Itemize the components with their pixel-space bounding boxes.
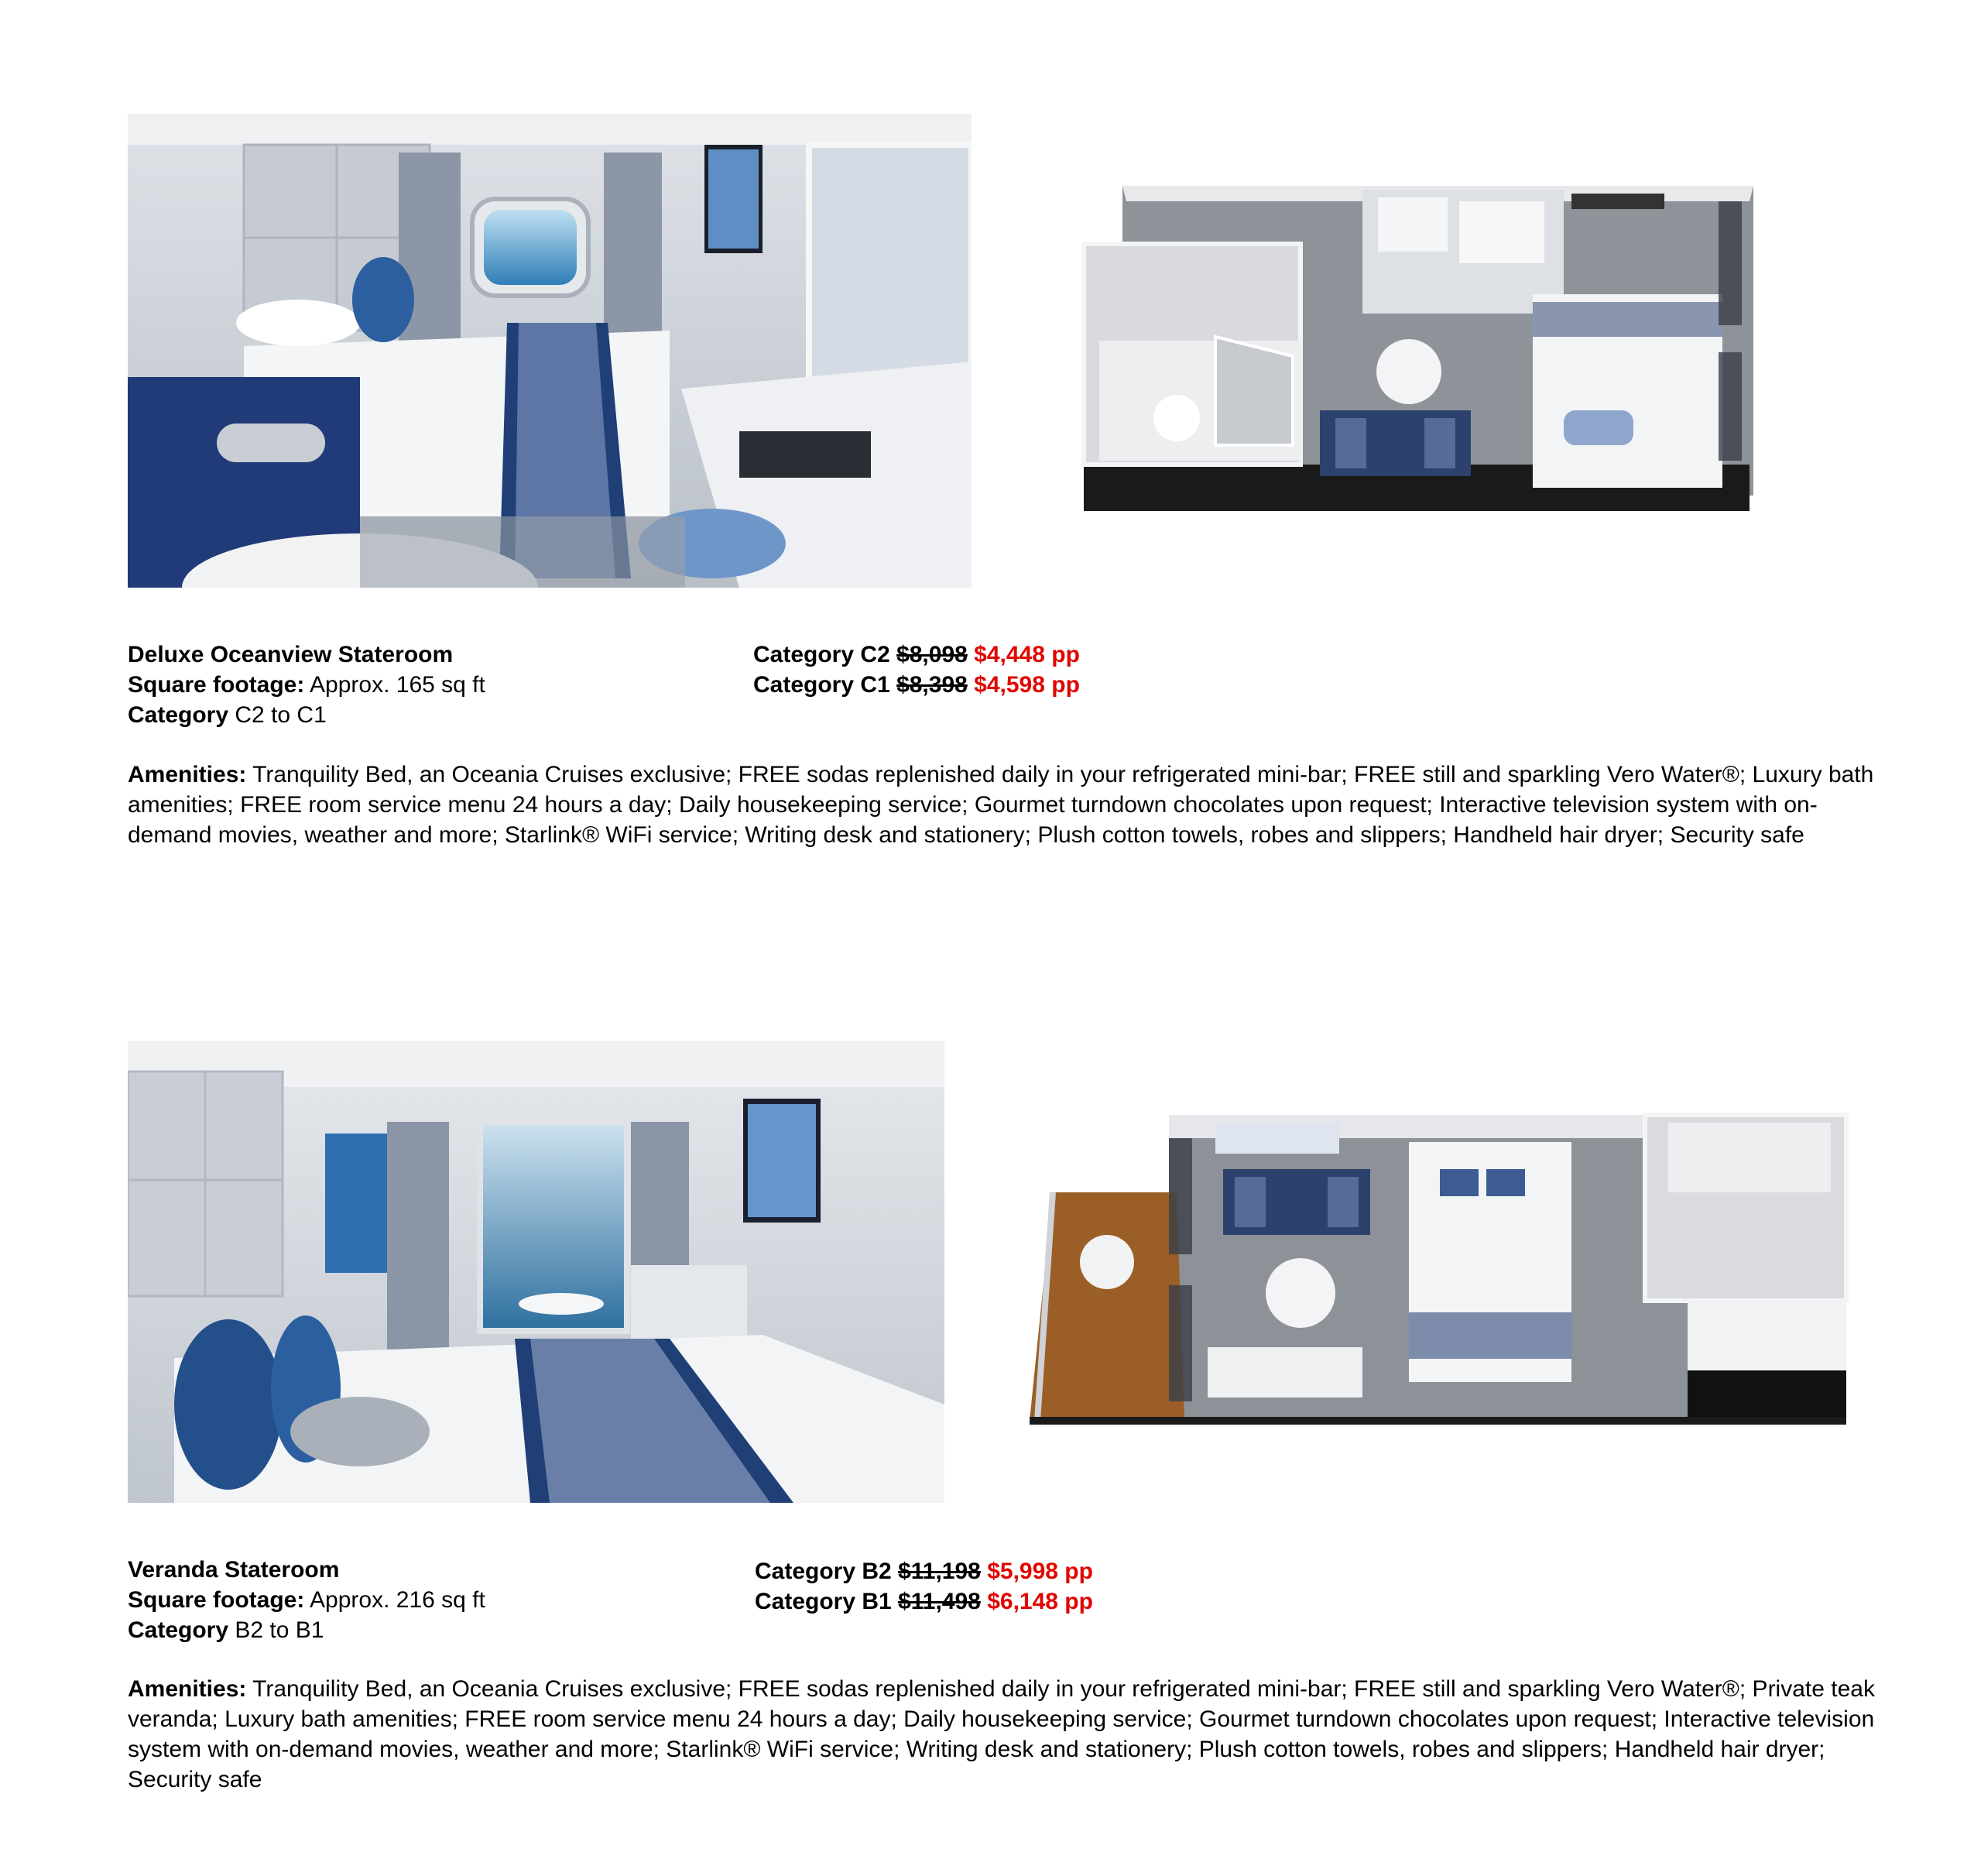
price-row: Category B1 $11,498 $6,148 pp [755, 1589, 1093, 1614]
sale-price: $4,448 pp [974, 642, 1080, 667]
sale-price: $6,148 pp [987, 1589, 1093, 1614]
price-row: Category B2 $11,198 $5,998 pp [755, 1559, 1093, 1584]
original-price: $8,398 [896, 672, 968, 698]
room-title: Deluxe Oceanview Stateroom [128, 642, 454, 667]
oceanview-floor-plan [1068, 178, 1827, 573]
room-title: Veranda Stateroom [128, 1557, 340, 1583]
original-price: $8,098 [896, 642, 968, 667]
square-footage: Square footage: Approx. 165 sq ft [128, 672, 485, 698]
square-footage: Square footage: Approx. 216 sq ft [128, 1587, 485, 1613]
veranda-info [128, 1555, 485, 1645]
oceanview-amenities: Amenities: Tranquility Bed, an Oceania Cruises exclusive; FREE sodas replenished daily in your refrigerated mini-bar; FREE still and sparkling Vero Water®; Luxury bath amenities; FREE room service menu 24 hours a day; Daily housekeeping service; Gourmet turndown chocolates upon request; Interactive television system with on-demand movies, weather and more; Starlink® WiFi service; Writing desk and stationery; Plush cotton towels, robes and slippers; Handheld hair dryer; Security safe [128, 762, 1874, 848]
veranda-floor-plan [1022, 1107, 1881, 1440]
sale-price: $5,998 pp [987, 1559, 1093, 1584]
sale-price: $4,598 pp [974, 672, 1080, 698]
category-range: Category B2 to B1 [128, 1617, 324, 1643]
veranda-room-photo [128, 1041, 944, 1503]
category-range: Category C2 to C1 [128, 702, 327, 728]
original-price: $11,498 [898, 1589, 981, 1614]
veranda-prices [755, 1556, 1093, 1617]
oceanview-prices [753, 640, 1080, 700]
price-row: Category C2 $8,098 $4,448 pp [753, 642, 1080, 667]
oceanview-info [128, 640, 485, 730]
price-row: Category C1 $8,398 $4,598 pp [753, 672, 1080, 698]
original-price: $11,198 [898, 1559, 981, 1584]
veranda-amenities: Amenities: Tranquility Bed, an Oceania Cruises exclusive; FREE sodas replenished daily in your refrigerated mini-bar; FREE still and sparkling Vero Water®; Private teak veranda; Luxury bath amenities; FREE room service menu 24 hours a day; Daily housekeeping service; Gourmet turndown chocolates upon request; Interactive television system with on-demand movies, weather and more; Starlink® WiFi service; Writing desk and stationery; Plush cotton towels, robes and slippers; Handheld hair dryer; Security safe [128, 1676, 1875, 1792]
oceanview-room-photo [128, 114, 972, 588]
